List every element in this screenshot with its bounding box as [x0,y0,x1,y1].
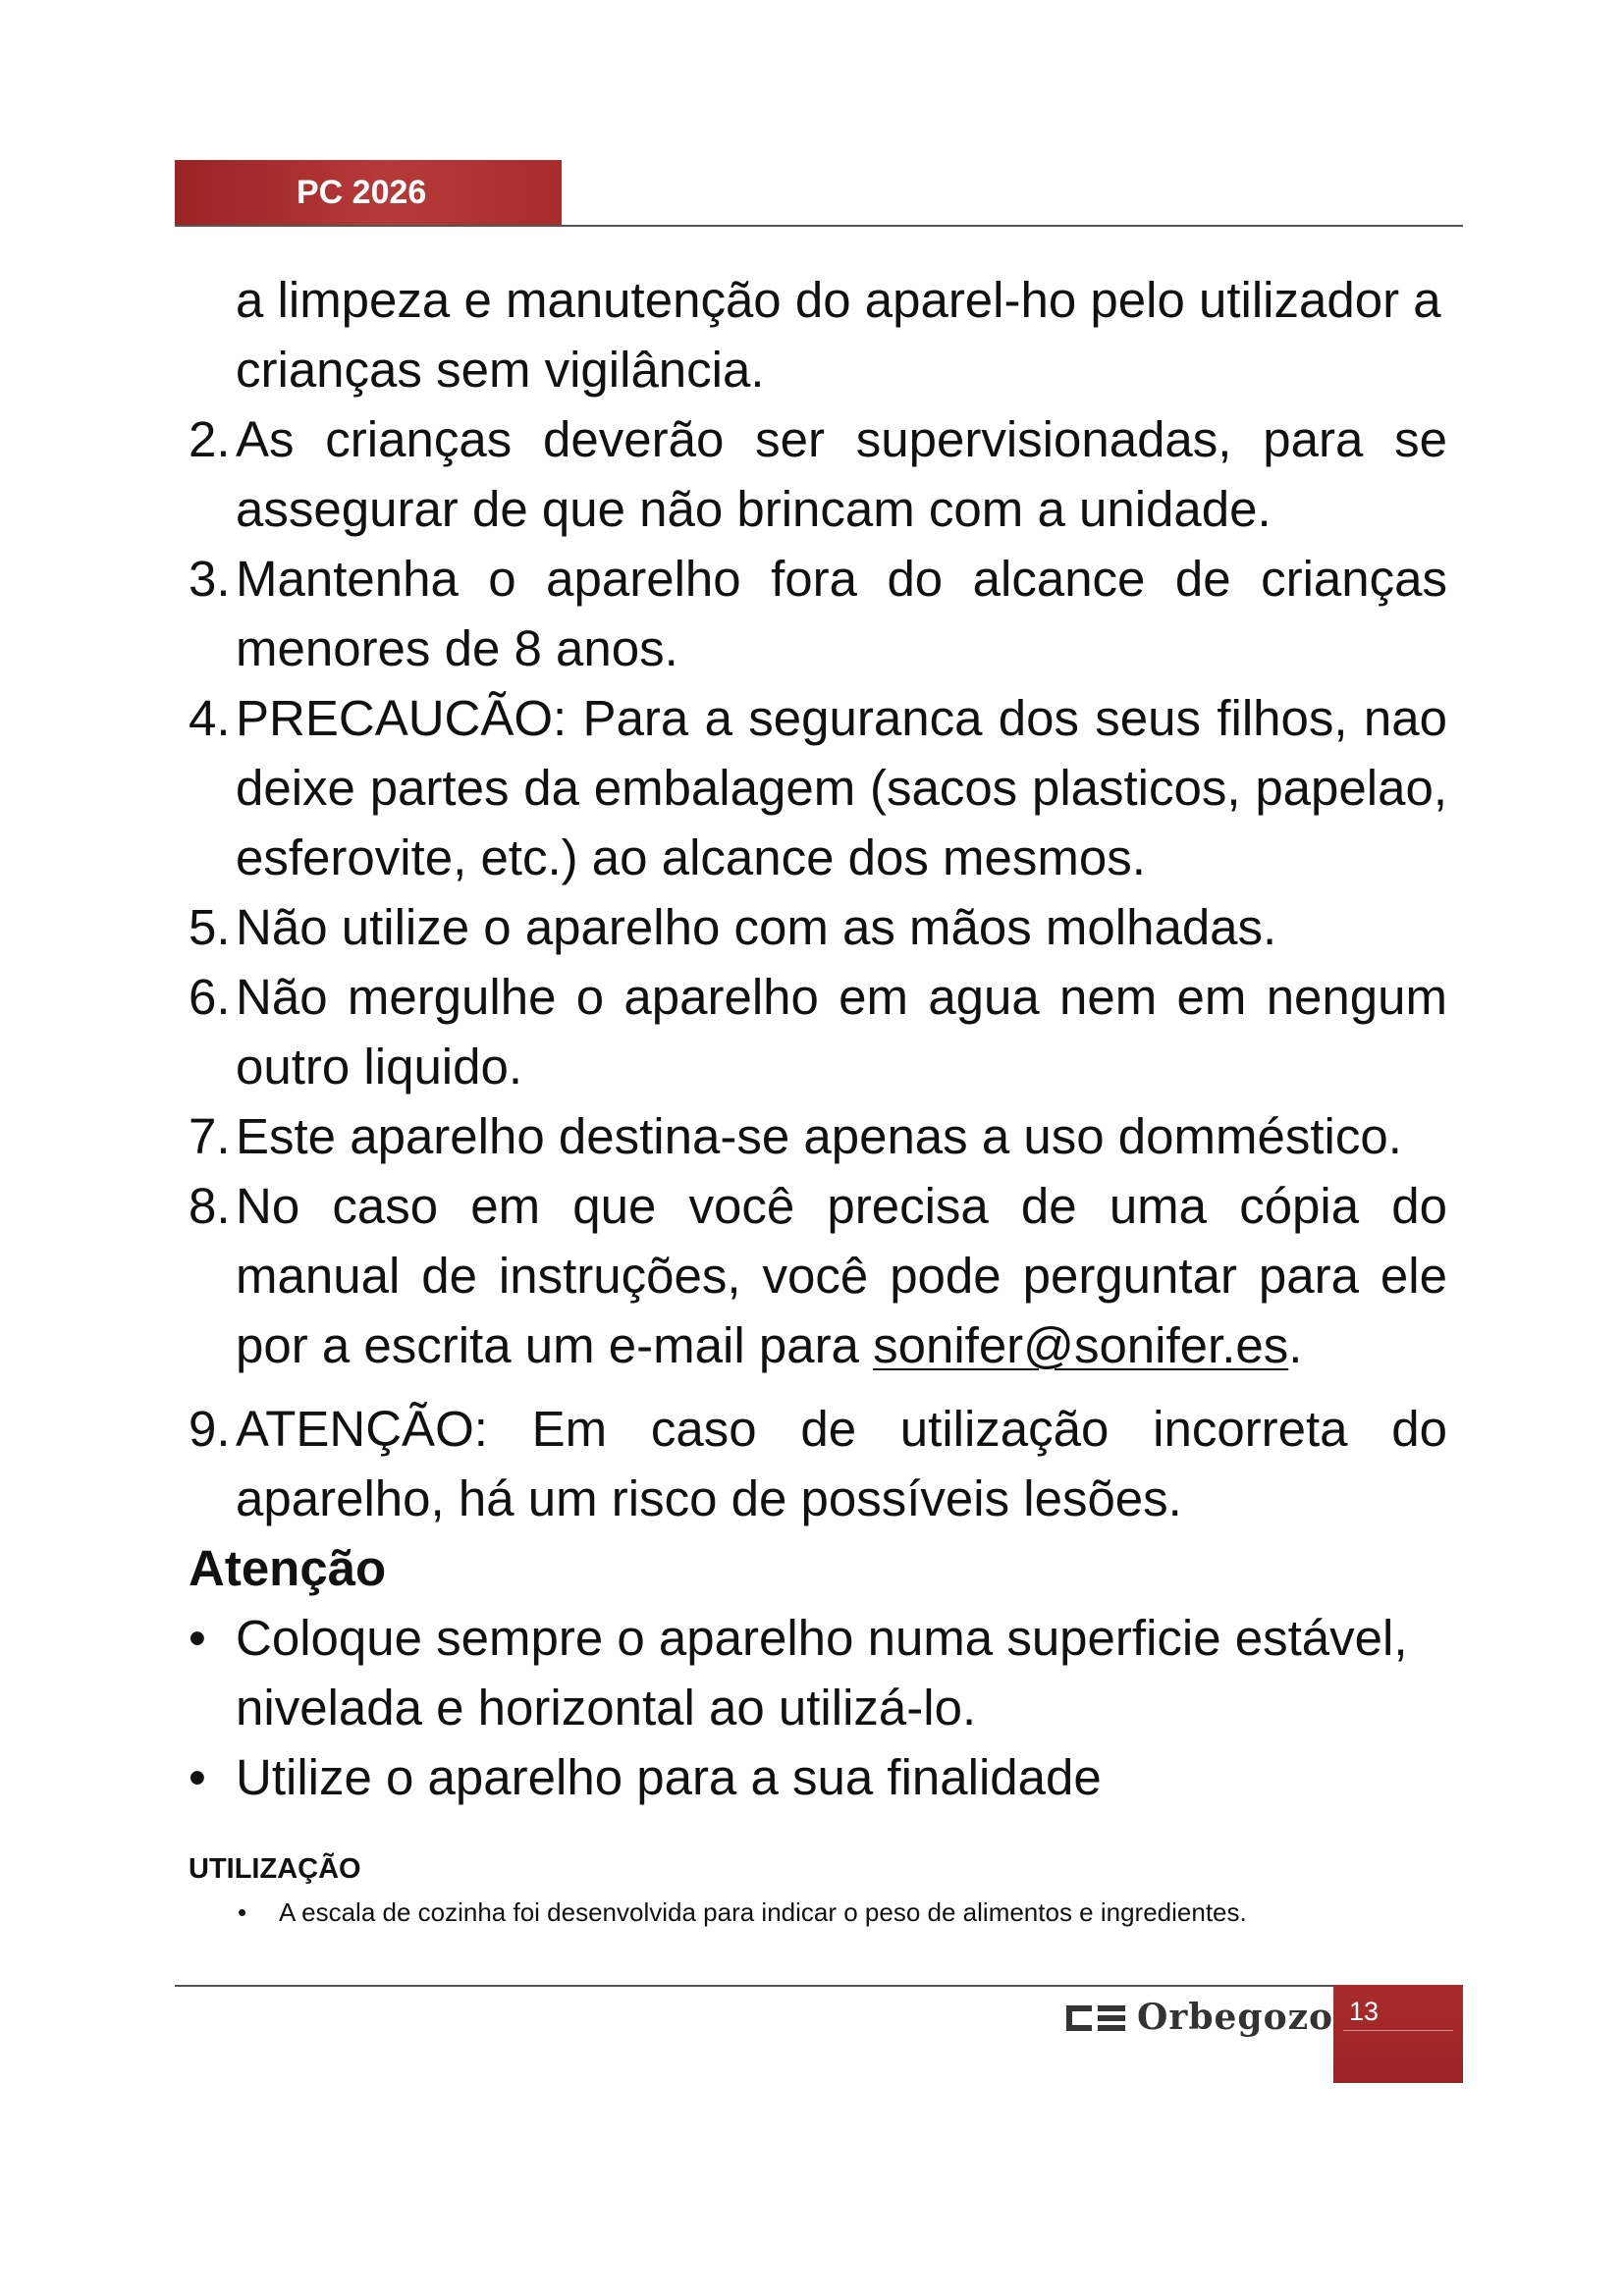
list-item [189,1394,1447,1533]
page-number-rule [1343,2030,1453,2031]
list-item [189,962,1447,1101]
list-item-text: As crianças deverão ser supervisionadas, para se assegurar de que não brincam com a unidade. [236,411,1447,537]
list-item-text: A escala de cozinha foi desenvolvida para indicar o peso de alimentos e ingredientes. [279,1897,1247,1927]
list-item-text: No caso em que você precisa de uma cópia do manual de instruções, você pode perguntar para ele por a escrita um e-mail para [236,1178,1447,1373]
safety-rules-list [189,404,1447,1533]
list-item [189,892,1447,962]
list-item-text: PRECAUCÃO: Para a seguranca dos seus filhos, nao deixe partes da embalagem (sacos plasticos, papelao, esferovite, etc.) ao alcance dos mesmos. [236,690,1447,885]
intro-continuation: a limpeza e manutenção do aparel-ho pelo utilizador a crianças sem vigilância. [236,272,1441,398]
bullet-icon: • [238,1897,247,1927]
model-name: PC 2026 [297,174,427,211]
attention-list [189,1603,1447,1812]
list-item [189,683,1447,892]
list-item [189,544,1447,683]
list-item-number: 6. [189,969,231,1025]
list-item [189,1171,1447,1380]
list-item-text: Não mergulhe o aparelho em agua nem em nengum outro liquido. [236,969,1447,1095]
list-item-number: 9. [189,1401,231,1457]
brand-logo [1066,1993,1333,2042]
list-item [189,1603,1447,1742]
page-number-tab [1333,1985,1463,2083]
bullet-icon: • [189,1610,206,1666]
brand-logo-icon [1066,2000,1127,2035]
list-item-text: Utilize o aparelho para a sua finalidade [236,1749,1102,1805]
list-item-text: ATENÇÃO: Em caso de utilização incorreta do aparelho, há um risco de possíveis lesões. [236,1401,1447,1526]
brand-name: Orbegozo [1137,1997,1334,2038]
header-divider [175,225,1463,227]
list-item [189,1742,1447,1812]
list-item-number: 3. [189,551,231,607]
header-model-tab [175,160,562,225]
page-number: 13 [1349,1997,1380,2026]
page-content [189,265,1447,1932]
attention-heading: Atenção [189,1540,387,1596]
list-item-text-end: . [1288,1317,1303,1373]
list-item-number: 8. [189,1178,231,1234]
list-item [189,404,1447,544]
list-item-text: Coloque sempre o aparelho numa superficie estável, nivelada e horizontal ao utilizá-lo. [236,1610,1408,1735]
list-item-text: Este aparelho destina-se apenas a uso domméstico. [236,1108,1402,1164]
list-item-text: Mantenha o aparelho fora do alcance de crianças menores de 8 anos. [236,551,1447,676]
support-email-link[interactable]: sonifer@sonifer.es [873,1317,1289,1373]
list-item-number: 7. [189,1108,231,1164]
list-item-number: 5. [189,899,231,955]
list-item [189,1893,1447,1932]
list-item [189,1101,1447,1171]
list-item-number: 4. [189,690,231,746]
list-item-text: Não utilize o aparelho com as mãos molhadas. [236,899,1277,955]
bullet-icon: • [189,1749,206,1805]
footer-divider [175,1985,1463,1987]
usage-heading: UTILIZAÇÃO [189,1853,361,1885]
list-item-number: 2. [189,411,231,467]
